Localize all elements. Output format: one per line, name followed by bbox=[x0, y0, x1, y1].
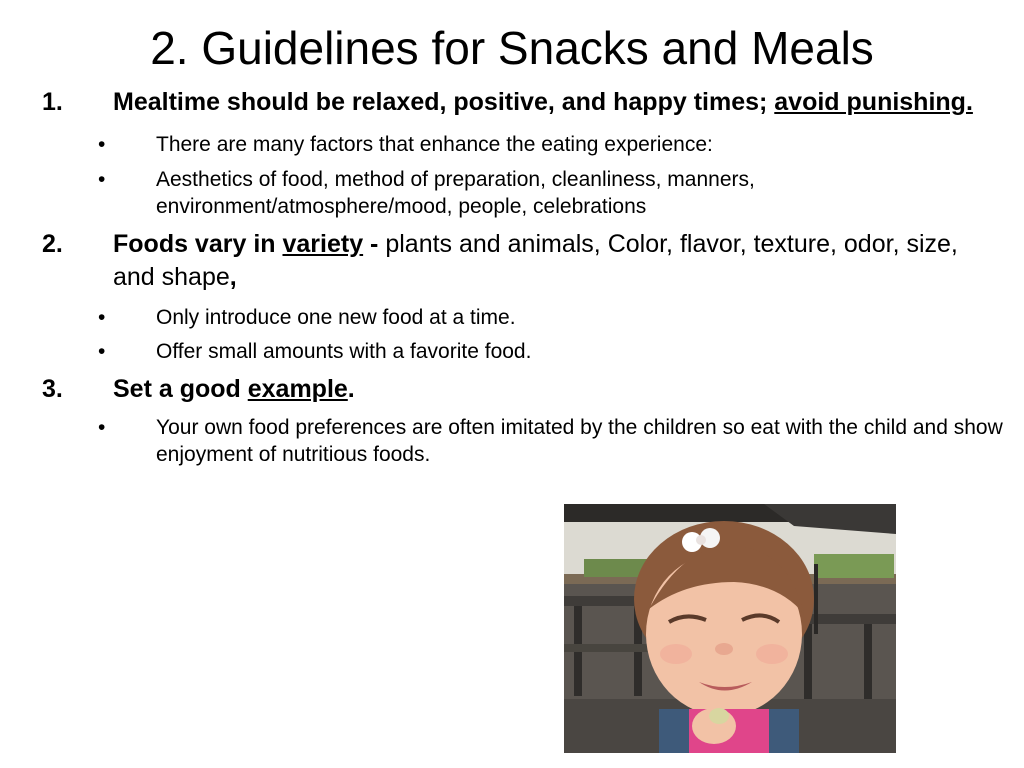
list-number: 3. bbox=[42, 375, 63, 403]
bullet-icon: • bbox=[98, 340, 106, 363]
list-item-3 bbox=[0, 373, 1024, 406]
item-underlined-text: example bbox=[247, 375, 348, 403]
list-number: 1. bbox=[42, 88, 63, 116]
list-item-text bbox=[113, 228, 1003, 294]
item-bold-separator: - bbox=[363, 230, 379, 258]
bullet-item bbox=[98, 338, 1006, 365]
bullet-text: Offer small amounts with a favorite food. bbox=[156, 340, 532, 363]
bullet-text: There are many factors that enhance the eating experience: bbox=[156, 133, 713, 156]
bullet-icon: • bbox=[98, 416, 106, 439]
list-item-text bbox=[113, 373, 1003, 406]
slide-title: 2. Guidelines for Snacks and Meals bbox=[150, 22, 874, 74]
bullet-icon: • bbox=[98, 133, 106, 156]
item-underlined-text: avoid punishing. bbox=[774, 88, 973, 116]
bullet-icon: • bbox=[98, 168, 106, 191]
bullet-item bbox=[98, 131, 1006, 158]
bullet-icon: • bbox=[98, 306, 106, 329]
list-number: 2. bbox=[42, 230, 63, 258]
item-bold-text: Foods vary in bbox=[113, 230, 283, 258]
bullet-item bbox=[98, 166, 1006, 220]
list-item-1 bbox=[0, 86, 1024, 119]
bullet-item bbox=[98, 414, 1006, 468]
bullet-text: Aesthetics of food, method of preparation, cleanliness, manners, environment/atmosphere/mood, people, celebrations bbox=[156, 168, 755, 218]
item-underlined-text: variety bbox=[282, 230, 364, 258]
item-bold-text: Set a good bbox=[113, 375, 248, 403]
list-item-2 bbox=[0, 228, 1024, 294]
child-eating-photo bbox=[564, 504, 896, 753]
bullet-text: Only introduce one new food at a time. bbox=[156, 306, 516, 329]
slide-content bbox=[0, 86, 1024, 468]
item-bold-end: , bbox=[229, 263, 237, 291]
bullet-text: Your own food preferences are often imitated by the children so eat with the child and show enjoyment of nutritious foods. bbox=[156, 416, 1003, 466]
list-item-text bbox=[113, 86, 1003, 119]
bullet-item bbox=[98, 304, 1006, 331]
item-bold-end: . bbox=[347, 375, 355, 403]
item-bold-text: Mealtime should be relaxed, positive, and happy times; bbox=[113, 88, 775, 116]
item-normal-text: plants and animals, Color, flavor, texture, odor, size, and shape bbox=[113, 230, 958, 291]
